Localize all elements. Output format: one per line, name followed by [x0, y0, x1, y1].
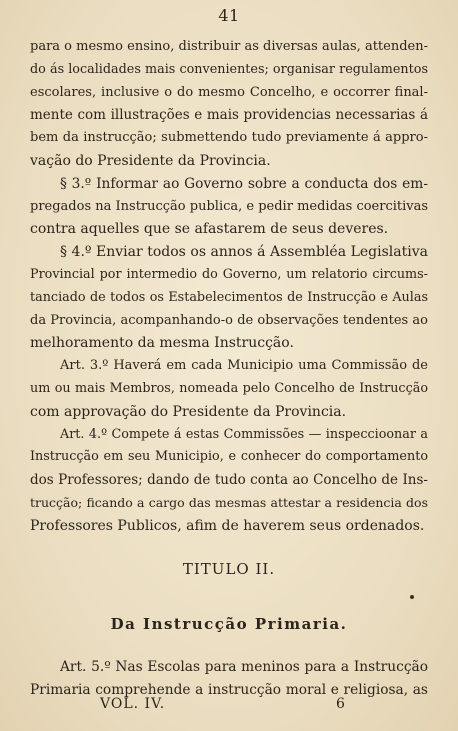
ink-speck — [410, 595, 414, 599]
text-line: pregados na Instrucção publica, e pedir medidas coercitivas — [30, 198, 428, 214]
text-line: com approvação do Presidente da Provincia. — [30, 403, 347, 420]
text-line: escolares, inclusive o do mesmo Concelho, e occorrer final- — [30, 84, 428, 100]
text-line: Art. 4.º Compete á estas Commissões — inspeccioonar a — [60, 426, 428, 442]
text-line: Art. 3.º Haverá em cada Municipio uma Commissão de — [60, 358, 428, 374]
text-line: Instrucção em seu Municipio, e conhecer do comportamento — [30, 449, 428, 465]
section-subtitle: Da Instrucção Primaria. — [110, 615, 348, 633]
section-title: TITULO II. — [182, 560, 276, 578]
text-line: Provincial por intermedio do Governo, um relatorio circums- — [30, 266, 428, 282]
text-line: contra aquelles que se afastarem de seus deveres. — [30, 221, 389, 238]
text-line: Primaria comprehende a instrucção moral e religiosa, as — [30, 681, 428, 698]
page-number: 41 — [218, 6, 240, 25]
article-text — [30, 656, 428, 702]
text-line: um ou mais Membros, nomeada pelo Concelho de Instrucção — [30, 380, 428, 396]
text-line: Professores Publicos, afim de haverem seus ordenados. — [30, 517, 425, 534]
text-line: § 4.º Enviar todos os annos á Assembléa Legislativa — [60, 244, 428, 261]
text-line: melhoramento da mesma Instrucção. — [30, 335, 294, 352]
text-line: dos Professores; dando de tudo conta ao Concelho de Ins- — [30, 472, 428, 489]
text-line: para o mesmo ensino, distribuir as diversas aulas, attenden- — [30, 39, 428, 54]
text-line: do ás localidades mais convenientes; organisar regulamentos — [30, 61, 428, 77]
text-line: § 3.º Informar ao Governo sobre a conducta dos em- — [60, 175, 428, 192]
text-line: tanciado de todos os Estabelecimentos de Instrucção e Aulas — [30, 289, 428, 305]
text-line: trucção; ficando a cargo das mesmas attestar a residencia dos — [30, 494, 428, 510]
signature-mark: 6 — [336, 696, 345, 712]
text-line: bem da instrucção; submettendo tudo previamente á appro- — [30, 130, 428, 146]
text-line: da Provincia, acompanhando-o de observações tendentes ao — [30, 312, 428, 328]
text-line: Art. 5.º Nas Escolas para meninos para a Instrucção — [60, 659, 428, 675]
volume-label: VOL. IV. — [100, 696, 166, 712]
text-line: mente com illustrações e mais providencias necessarias á — [30, 107, 428, 124]
text-line: vação do Presidente da Provincia. — [30, 152, 271, 169]
body-text — [30, 36, 428, 538]
